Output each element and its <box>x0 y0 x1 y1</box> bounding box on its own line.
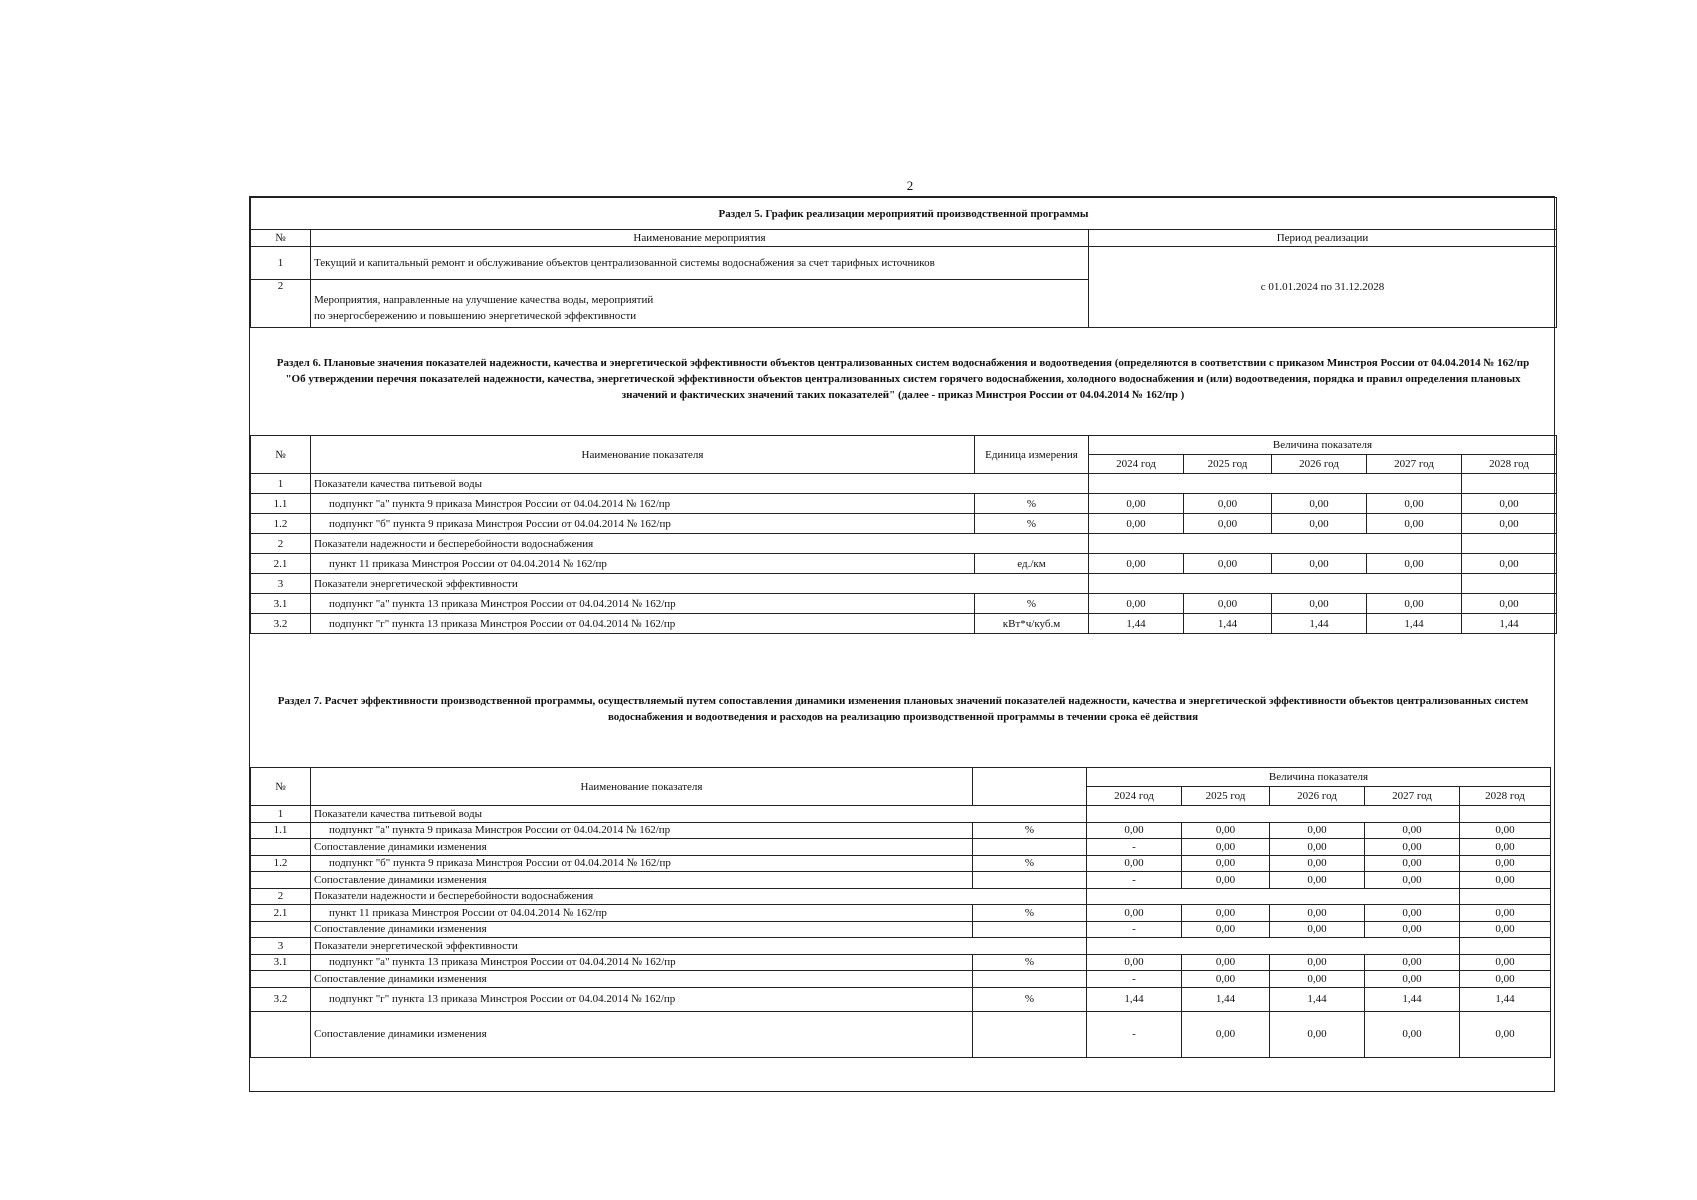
value-cell: 1,44 <box>1182 987 1270 1011</box>
table-row <box>251 855 1551 872</box>
table-row <box>251 921 1551 938</box>
value-cell <box>1462 574 1557 594</box>
value-cell: 0,00 <box>1365 905 1460 922</box>
event-name <box>311 280 1089 328</box>
value-cell: 1,44 <box>1462 614 1557 634</box>
table-row <box>251 987 1551 1011</box>
col-no-header: № <box>251 436 311 474</box>
period-value: с 01.01.2024 по 31.12.2028 <box>1089 247 1557 328</box>
indicator-name: подпункт "г" пункта 13 приказа Минстроя России от 04.04.2014 № 162/пр <box>311 987 973 1011</box>
unit-cell: % <box>973 905 1087 922</box>
value-cell: 0,00 <box>1087 905 1182 922</box>
value-cell: - <box>1087 839 1182 856</box>
value-cell: 0,00 <box>1365 921 1460 938</box>
value-cell: 0,00 <box>1460 1011 1551 1057</box>
value-cell: 0,00 <box>1184 514 1272 534</box>
value-cell: 0,00 <box>1272 514 1367 534</box>
value-cell <box>1462 474 1557 494</box>
unit-cell <box>973 839 1087 856</box>
value-cell: 0,00 <box>1272 594 1367 614</box>
year-header: 2026 год <box>1270 787 1365 806</box>
table-row <box>251 514 1557 534</box>
year-header: 2025 год <box>1184 455 1272 474</box>
group-name: Показатели энергетической эффективности <box>311 938 1087 955</box>
value-cell: - <box>1087 1011 1182 1057</box>
value-cell: 1,44 <box>1272 614 1367 634</box>
value-cell: 0,00 <box>1270 954 1365 971</box>
group-name: Показатели качества питьевой воды <box>311 474 1089 494</box>
table-row <box>251 494 1557 514</box>
value-cell: - <box>1087 921 1182 938</box>
value-cell: 0,00 <box>1460 905 1551 922</box>
indicator-name: подпункт "б" пункта 9 приказа Минстроя России от 04.04.2014 № 162/пр <box>311 855 973 872</box>
group-row <box>251 574 1557 594</box>
group-name: Показатели качества питьевой воды <box>311 806 1087 823</box>
unit-cell: % <box>975 594 1089 614</box>
row-number: 3 <box>251 938 311 955</box>
row-number: 2 <box>251 280 311 328</box>
value-cell: 0,00 <box>1089 594 1184 614</box>
group-name: Показатели надежности и бесперебойности водоснабжения <box>311 888 1087 905</box>
table-row <box>251 954 1551 971</box>
value-cell: 0,00 <box>1182 905 1270 922</box>
col-indicator-name-header: Наименование показателя <box>311 436 975 474</box>
value-cell: 0,00 <box>1087 822 1182 839</box>
col-indicator-name-header: Наименование показателя <box>311 768 973 806</box>
row-number: 3.2 <box>251 614 311 634</box>
indicator-name: подпункт "а" пункта 13 приказа Минстроя России от 04.04.2014 № 162/пр <box>311 594 975 614</box>
table-row <box>251 594 1557 614</box>
value-cell: 1,44 <box>1460 987 1551 1011</box>
year-header: 2024 год <box>1087 787 1182 806</box>
value-cell: 0,00 <box>1087 954 1182 971</box>
group-name: Показатели энергетической эффективности <box>311 574 1089 594</box>
section7-title: Раздел 7. Расчет эффективности производственной программы, осуществляемый путем сопоставления динамики изменения плановых значений показателей надежности, качества и энергетической эффективности объектов централизованных систем водоснабжения и водоотведения и расходов на реализацию производственной программы в течении срока её действия <box>277 695 1529 723</box>
unit-cell: % <box>973 987 1087 1011</box>
value-cell: 0,00 <box>1365 872 1460 889</box>
value-cell: 0,00 <box>1182 855 1270 872</box>
col-unit-header <box>973 768 1087 806</box>
unit-cell: % <box>975 494 1089 514</box>
unit-cell <box>973 1011 1087 1057</box>
row-number: 3.1 <box>251 594 311 614</box>
row-number: 2 <box>251 534 311 554</box>
value-cell <box>1462 534 1557 554</box>
table-row <box>251 971 1551 988</box>
row-number: 1 <box>251 474 311 494</box>
row-number: 1.2 <box>251 855 311 872</box>
value-cell <box>1089 534 1462 554</box>
year-header: 2025 год <box>1182 787 1270 806</box>
year-header: 2026 год <box>1272 455 1367 474</box>
row-number <box>251 839 311 856</box>
value-cell: 1,44 <box>1270 987 1365 1011</box>
value-cell: 1,44 <box>1087 987 1182 1011</box>
col-period-header: Период реализации <box>1089 230 1557 247</box>
value-cell: 0,00 <box>1270 905 1365 922</box>
table-row <box>251 1011 1551 1057</box>
value-cell: 0,00 <box>1272 554 1367 574</box>
row-number: 2.1 <box>251 554 311 574</box>
unit-cell <box>973 921 1087 938</box>
unit-cell <box>973 872 1087 889</box>
value-cell: 0,00 <box>1182 839 1270 856</box>
value-cell: 0,00 <box>1087 855 1182 872</box>
value-cell: 1,44 <box>1089 614 1184 634</box>
row-number: 3.2 <box>251 987 311 1011</box>
value-cell: 0,00 <box>1365 954 1460 971</box>
table-row <box>251 872 1551 889</box>
value-cell: 0,00 <box>1460 822 1551 839</box>
value-cell: 0,00 <box>1367 514 1462 534</box>
row-number: 1.1 <box>251 822 311 839</box>
row-number: 3 <box>251 574 311 594</box>
value-cell <box>1460 888 1551 905</box>
row-number: 2 <box>251 888 311 905</box>
value-cell: 1,44 <box>1365 987 1460 1011</box>
row-number: 1.2 <box>251 514 311 534</box>
value-cell: 0,00 <box>1462 594 1557 614</box>
value-cell: 0,00 <box>1184 554 1272 574</box>
value-cell: 0,00 <box>1270 872 1365 889</box>
row-number <box>251 872 311 889</box>
unit-cell: ед./км <box>975 554 1089 574</box>
indicator-name: Сопоставление динамики изменения <box>311 872 973 889</box>
value-cell: 0,00 <box>1367 494 1462 514</box>
section5-title: Раздел 5. График реализации мероприятий производственной программы <box>251 198 1557 230</box>
value-cell: 0,00 <box>1270 822 1365 839</box>
row-number <box>251 921 311 938</box>
group-name: Показатели надежности и бесперебойности водоснабжения <box>311 534 1089 554</box>
indicator-name: подпункт "а" пункта 13 приказа Минстроя России от 04.04.2014 № 162/пр <box>311 954 973 971</box>
table-row <box>251 554 1557 574</box>
group-row <box>251 806 1551 823</box>
indicator-name: пункт 11 приказа Минстроя России от 04.04.2014 № 162/пр <box>311 554 975 574</box>
value-cell: 0,00 <box>1184 594 1272 614</box>
value-cell: 0,00 <box>1182 822 1270 839</box>
value-cell <box>1089 574 1462 594</box>
value-cell: 0,00 <box>1367 554 1462 574</box>
value-cell: 0,00 <box>1367 594 1462 614</box>
value-cell: 0,00 <box>1182 921 1270 938</box>
group-row <box>251 938 1551 955</box>
table-row <box>251 839 1551 856</box>
row-number <box>251 971 311 988</box>
col-value-header: Величина показателя <box>1089 436 1557 455</box>
unit-cell: % <box>973 822 1087 839</box>
section7-table <box>250 767 1551 1058</box>
table-row <box>251 822 1551 839</box>
value-cell: 0,00 <box>1270 921 1365 938</box>
value-cell: 0,00 <box>1182 872 1270 889</box>
unit-cell: % <box>973 855 1087 872</box>
indicator-name: Сопоставление динамики изменения <box>311 1011 973 1057</box>
col-unit-header: Единица измерения <box>975 436 1089 474</box>
col-no-header: № <box>251 768 311 806</box>
value-cell: 0,00 <box>1270 971 1365 988</box>
year-header: 2027 год <box>1367 455 1462 474</box>
value-cell <box>1089 474 1462 494</box>
value-cell: 0,00 <box>1365 1011 1460 1057</box>
indicator-name: подпункт "г" пункта 13 приказа Минстроя России от 04.04.2014 № 162/пр <box>311 614 975 634</box>
value-cell: 0,00 <box>1462 514 1557 534</box>
value-cell: 0,00 <box>1460 855 1551 872</box>
row-number: 1.1 <box>251 494 311 514</box>
value-cell: 0,00 <box>1089 554 1184 574</box>
page-number: 2 <box>906 178 914 193</box>
value-cell: 0,00 <box>1182 1011 1270 1057</box>
value-cell: 1,44 <box>1184 614 1272 634</box>
value-cell <box>1460 938 1551 955</box>
year-header: 2027 год <box>1365 787 1460 806</box>
indicator-name: Сопоставление динамики изменения <box>311 839 973 856</box>
value-cell: 0,00 <box>1270 855 1365 872</box>
value-cell: 0,00 <box>1184 494 1272 514</box>
row-number: 3.1 <box>251 954 311 971</box>
value-cell: 0,00 <box>1272 494 1367 514</box>
value-cell: 0,00 <box>1462 554 1557 574</box>
group-row <box>251 888 1551 905</box>
value-cell: 0,00 <box>1460 839 1551 856</box>
value-cell: - <box>1087 971 1182 988</box>
value-cell: 0,00 <box>1365 822 1460 839</box>
col-event-name-header: Наименование мероприятия <box>311 230 1089 247</box>
value-cell <box>1087 938 1460 955</box>
group-row <box>251 474 1557 494</box>
unit-cell: % <box>975 514 1089 534</box>
section6-title: Раздел 6. Плановые значения показателей надежности, качества и энергетической эффективности объектов централизованных систем водоснабжения и водоотведения (определяются в соответствии с приказом Минстроя России от 04.04.2014 № 162/пр "Об утверждении перечня показателей надежности, качества, энергетической эффективности объектов централизованных систем горячего водоснабжения, холодного водоснабжения и (или) водоотведения, порядка и правил определения плановых значений и фактических значений таких показателей" (далее - приказ Минстроя России от 04.04.2014 № 162/пр ) <box>276 357 1530 401</box>
indicator-name: подпункт "а" пункта 9 приказа Минстроя России от 04.04.2014 № 162/пр <box>311 494 975 514</box>
value-cell: 0,00 <box>1270 1011 1365 1057</box>
value-cell: 0,00 <box>1182 954 1270 971</box>
unit-cell <box>973 971 1087 988</box>
value-cell: - <box>1087 872 1182 889</box>
table-row <box>251 614 1557 634</box>
value-cell: 0,00 <box>1460 921 1551 938</box>
section6-table <box>250 435 1557 634</box>
value-cell: 0,00 <box>1365 971 1460 988</box>
event-name: Текущий и капитальный ремонт и обслуживание объектов централизованной системы водоснабжения за счет тарифных источников <box>311 247 1089 280</box>
event-name-line: по энергосбережению и повышению энергетической эффективности <box>314 310 637 322</box>
unit-cell: кВт*ч/куб.м <box>975 614 1089 634</box>
unit-cell: % <box>973 954 1087 971</box>
year-header: 2024 год <box>1089 455 1184 474</box>
section5-table <box>250 197 1557 328</box>
value-cell: 0,00 <box>1460 971 1551 988</box>
indicator-name: Сопоставление динамики изменения <box>311 971 973 988</box>
year-header: 2028 год <box>1460 787 1551 806</box>
event-name-line: Мероприятия, направленные на улучшение качества воды, мероприятий <box>314 294 654 306</box>
value-cell: 0,00 <box>1460 872 1551 889</box>
value-cell <box>1087 806 1460 823</box>
value-cell <box>1460 806 1551 823</box>
value-cell: 0,00 <box>1460 954 1551 971</box>
value-cell: 0,00 <box>1182 971 1270 988</box>
indicator-name: Сопоставление динамики изменения <box>311 921 973 938</box>
value-cell: 0,00 <box>1270 839 1365 856</box>
indicator-name: подпункт "а" пункта 9 приказа Минстроя России от 04.04.2014 № 162/пр <box>311 822 973 839</box>
value-cell: 0,00 <box>1462 494 1557 514</box>
value-cell: 0,00 <box>1365 839 1460 856</box>
row-number: 1 <box>251 247 311 280</box>
value-cell: 0,00 <box>1089 494 1184 514</box>
col-value-header: Величина показателя <box>1087 768 1551 787</box>
col-no-header: № <box>251 230 311 247</box>
indicator-name: подпункт "б" пункта 9 приказа Минстроя России от 04.04.2014 № 162/пр <box>311 514 975 534</box>
row-number: 1 <box>251 806 311 823</box>
document-frame <box>249 196 1555 1092</box>
row-number: 2.1 <box>251 905 311 922</box>
indicator-name: пункт 11 приказа Минстроя России от 04.04.2014 № 162/пр <box>311 905 973 922</box>
group-row <box>251 534 1557 554</box>
row-number <box>251 1011 311 1057</box>
table-row <box>251 905 1551 922</box>
year-header: 2028 год <box>1462 455 1557 474</box>
value-cell: 1,44 <box>1367 614 1462 634</box>
value-cell <box>1087 888 1460 905</box>
value-cell: 0,00 <box>1365 855 1460 872</box>
value-cell: 0,00 <box>1089 514 1184 534</box>
